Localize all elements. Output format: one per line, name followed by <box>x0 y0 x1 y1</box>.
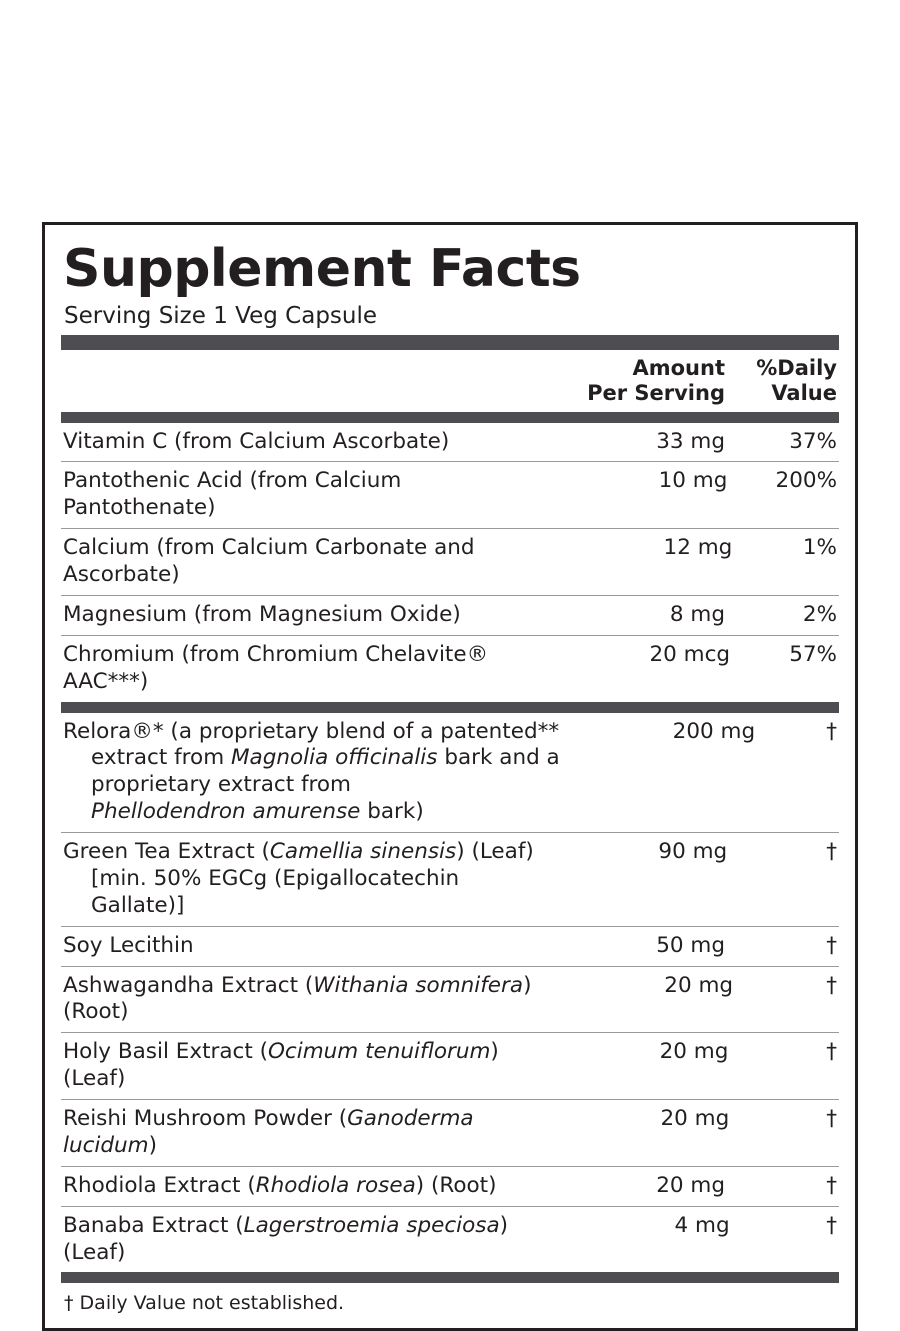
nutrient-name: Calcium (from Calcium Carbonate and Ascorbate) <box>63 535 475 588</box>
table-row <box>61 833 839 926</box>
divider-bar-bottom <box>61 1272 839 1283</box>
nutrient-name: Magnesium (from Magnesium Oxide) <box>63 601 461 627</box>
nutrient-amount: 12 mg <box>663 535 733 561</box>
column-header-amount-line1: Amount <box>632 356 725 380</box>
ingredient-daily-value: † <box>826 1039 837 1065</box>
table-row <box>61 529 839 595</box>
column-header-amount-line2: Per Serving <box>587 380 725 405</box>
ingredient-daily-value: † <box>826 839 837 865</box>
table-row <box>61 636 839 702</box>
ingredient-daily-value: † <box>826 1106 837 1132</box>
nutrient-amount: 10 mg <box>658 468 728 494</box>
ingredient-name <box>63 1213 562 1267</box>
nutrient-name: Vitamin C (from Calcium Ascorbate) <box>63 428 450 454</box>
ingredient-name-pre: Banaba Extract ( <box>63 1212 244 1238</box>
nutrient-daily-value: 200% <box>775 468 837 494</box>
column-header-daily-value <box>725 356 837 406</box>
ingredient-amount: 90 mg <box>658 839 728 865</box>
ingredient-name-line2 <box>63 745 621 799</box>
ingredient-name <box>63 839 556 920</box>
ingredient-name-italic: Rhodiola rosea <box>255 1172 416 1198</box>
table-row <box>61 927 839 966</box>
ingredient-name-line3 <box>63 799 621 826</box>
ingredient-line3-italic: Phellodendron amurense <box>91 799 361 825</box>
nutrient-amount: 20 mcg <box>649 641 731 667</box>
ingredient-line2-italic: Magnolia officinalis <box>230 745 438 771</box>
ingredient-amount: 20 mg <box>664 972 734 998</box>
table-row <box>61 423 839 462</box>
table-row <box>61 713 839 833</box>
ingredient-name <box>63 973 571 1027</box>
column-header-dv-line1: %Daily <box>756 356 837 380</box>
divider-bar-header <box>61 412 839 423</box>
ingredient-name-pre: Soy Lecithin <box>63 932 194 958</box>
footnote-text: † Daily Value not established. <box>64 1292 345 1315</box>
ingredient-daily-value: † <box>826 718 837 744</box>
ingredient-name <box>63 1039 559 1093</box>
table-row <box>61 462 839 528</box>
table-row <box>61 1167 839 1206</box>
ingredient-name-post: ) (Leaf) <box>63 1039 499 1092</box>
ingredient-name <box>63 1173 550 1200</box>
ingredient-name-post: ) (Root) <box>63 972 532 1025</box>
ingredient-name-italic: Withania somnifera <box>313 972 524 998</box>
table-row <box>61 596 839 635</box>
ingredient-name-post: ) (Leaf) <box>63 1212 509 1265</box>
ingredient-name-italic: Ocimum tenuiflorum <box>268 1039 491 1065</box>
supplement-facts-panel <box>42 222 858 1331</box>
divider-bar-top <box>61 335 839 350</box>
ingredient-line2-pre: extract from <box>91 745 231 771</box>
ingredient-line3-post: bark) <box>360 799 424 825</box>
divider-bar-middle <box>61 702 839 713</box>
ingredient-name-line2: [min. 50% EGCg (Epigallocatechin Gallate)] <box>91 865 460 918</box>
page-title: Supplement Facts <box>63 239 581 299</box>
nutrient-daily-value: 2% <box>802 601 837 627</box>
ingredient-name-pre: Reishi Mushroom Powder ( <box>63 1106 348 1132</box>
ingredient-name-pre: Green Tea Extract ( <box>63 839 270 865</box>
ingredient-line2-post: bark and a proprietary extract from <box>91 745 560 798</box>
column-header-dv-line2: Value <box>771 380 837 405</box>
serving-size-text: Serving Size 1 Veg Capsule <box>64 303 378 329</box>
table-row <box>61 967 839 1033</box>
ingredient-daily-value: † <box>826 1212 837 1238</box>
ingredient-name <box>63 1106 561 1160</box>
ingredient-amount: 50 mg <box>656 932 725 958</box>
nutrient-name: Chromium (from Chromium Chelavite® AAC***) <box>63 641 489 694</box>
table-header-row <box>61 350 839 412</box>
ingredient-amount: 200 mg <box>672 718 756 744</box>
ingredient-name-part1: Relora®* (a proprietary blend of a patented** <box>63 718 560 744</box>
table-row <box>61 1033 839 1099</box>
ingredient-name-italic: Camellia sinensis <box>269 839 457 865</box>
ingredient-amount: 20 mg <box>656 1172 725 1198</box>
ingredient-name-post: ) <box>148 1132 158 1158</box>
ingredient-amount: 20 mg <box>660 1106 730 1132</box>
ingredient-amount: 4 mg <box>674 1212 730 1238</box>
nutrient-daily-value: 37% <box>789 428 837 454</box>
nutrient-amount: 33 mg <box>656 428 725 454</box>
ingredient-name-post: ) (Root) <box>415 1172 497 1198</box>
ingredient-name <box>63 933 550 960</box>
ingredient-name <box>63 719 627 827</box>
ingredient-name-post: ) (Leaf) <box>456 839 534 865</box>
table-row <box>61 1100 839 1166</box>
table-row <box>61 1207 839 1273</box>
nutrient-name: Pantothenic Acid (from Calcium Pantothenate) <box>63 468 402 521</box>
nutrient-amount: 8 mg <box>669 601 725 627</box>
ingredient-daily-value: † <box>826 932 837 958</box>
ingredient-name-pre: Holy Basil Extract ( <box>63 1039 268 1065</box>
ingredient-name-pre: Rhodiola Extract ( <box>63 1172 256 1198</box>
ingredient-amount: 20 mg <box>659 1039 729 1065</box>
ingredient-name-pre: Ashwagandha Extract ( <box>63 972 314 998</box>
nutrient-daily-value: 1% <box>802 535 837 561</box>
nutrient-daily-value: 57% <box>789 641 837 667</box>
ingredient-name-italic: Lagerstroemia speciosa <box>243 1212 500 1238</box>
ingredient-daily-value: † <box>826 1172 837 1198</box>
ingredient-daily-value: † <box>826 972 837 998</box>
ingredient-name-italic: Ganoderma lucidum <box>63 1106 474 1158</box>
column-header-amount <box>550 356 725 406</box>
